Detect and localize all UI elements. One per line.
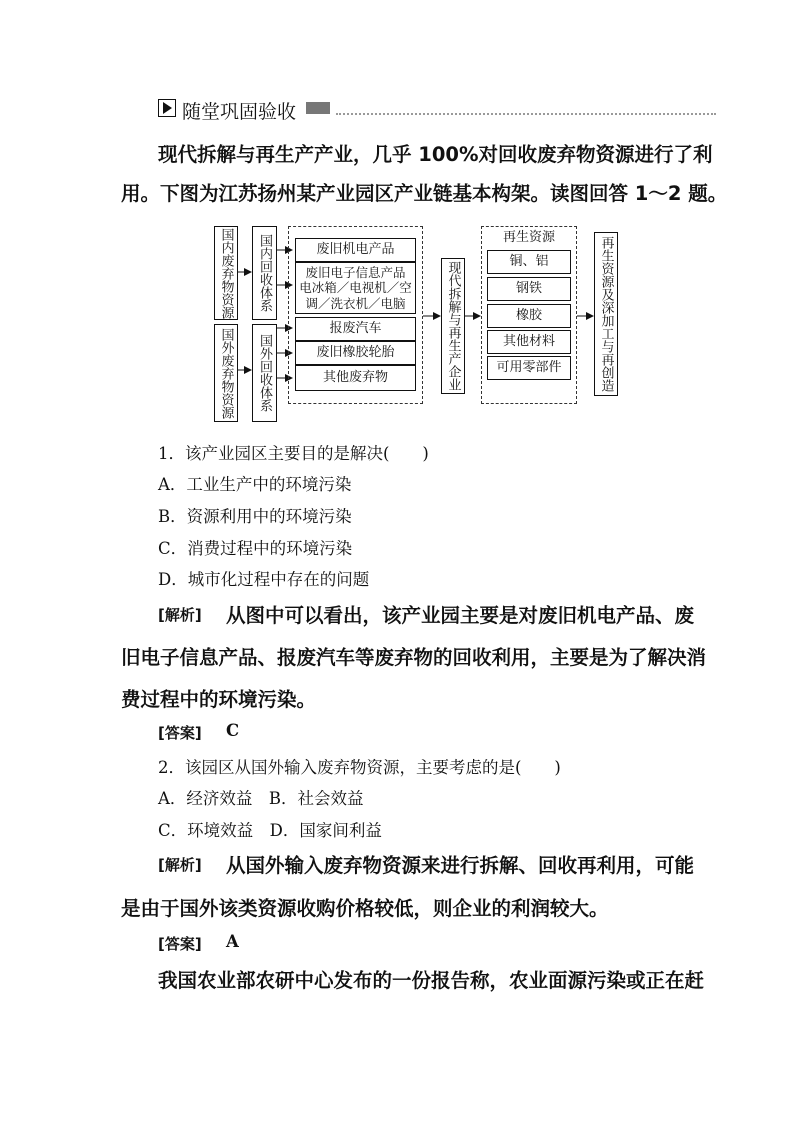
q1-analysis-line-1: 从图中可以看出，该产业园主要是对废旧机电产品、废 bbox=[226, 604, 695, 627]
section-title: 随堂巩固验收 bbox=[182, 101, 297, 123]
intro-line-2: 用。下图为江苏扬州某产业园区产业链基本构架。读图回答 1～2 题。 bbox=[121, 182, 728, 205]
modern-enterprise-box: 现代拆解与再生产企业 bbox=[441, 258, 465, 394]
foreign-source-box: 国外废弃物资源 bbox=[214, 324, 238, 422]
q1-analysis-line-3: 费过程中的环境污染。 bbox=[121, 688, 317, 711]
next-passage-line-1: 我国农业部农研中心发布的一份报告称，农业面源污染或正在赶 bbox=[158, 969, 705, 992]
domestic-recycle-box: 国内回收体系 bbox=[252, 226, 277, 320]
renewable-item: 其他材料 bbox=[487, 330, 571, 354]
waste-electromechanical-box: 废旧机电产品 bbox=[295, 238, 416, 262]
waste-electronic-line-3: 调／洗衣机／电脑 bbox=[305, 295, 406, 311]
q2-options-line-1: A．经济效益 B．社会效益 bbox=[158, 789, 364, 808]
q2-analysis-line-1: 从国外输入废弃物资源来进行拆解、回收再利用，可能 bbox=[226, 854, 695, 877]
renewable-item: 钢铁 bbox=[487, 277, 571, 301]
q1-option: A．工业生产中的环境污染 bbox=[158, 475, 352, 494]
q1-analysis-tag: [解析] bbox=[158, 606, 202, 624]
foreign-recycle-box: 国外回收体系 bbox=[252, 324, 277, 422]
q1-option: C．消费过程中的环境污染 bbox=[158, 539, 353, 558]
renewable-item: 橡胶 bbox=[487, 304, 571, 328]
renewable-title: 再生资源 bbox=[502, 229, 555, 245]
q1-analysis-line-2: 旧电子信息产品、报废汽车等废弃物的回收利用，主要是为了解决消 bbox=[121, 646, 707, 669]
waste-electronic-line-2: 电冰箱／电视机／空 bbox=[299, 280, 412, 296]
q2-analysis-tag: [解析] bbox=[158, 856, 202, 874]
q1-answer-tag: [答案] bbox=[158, 724, 202, 742]
intro-line-1: 现代拆解与再生产产业，几乎 100%对回收废弃物资源进行了利 bbox=[158, 143, 713, 166]
q1-answer: C bbox=[226, 721, 240, 740]
waste-tire-box: 废旧橡胶轮胎 bbox=[295, 341, 416, 365]
domestic-source-box: 国内废弃物资源 bbox=[214, 226, 238, 320]
other-waste-box: 其他废弃物 bbox=[295, 365, 416, 391]
scrapped-car-box: 报废汽车 bbox=[295, 317, 416, 341]
q1-option: B．资源利用中的环境污染 bbox=[158, 507, 352, 526]
final-box: 再生资源及深加工与再创造 bbox=[594, 232, 618, 396]
waste-electronic-line-1: 废旧电子信息产品 bbox=[305, 264, 406, 280]
q2-answer-tag: [答案] bbox=[158, 935, 202, 953]
q2-answer: A bbox=[226, 932, 239, 951]
q2-analysis-line-2: 是由于国外该类资源收购价格较低，则企业的利润较大。 bbox=[121, 897, 609, 920]
q1-stem: 1．该产业园区主要目的是解决( ) bbox=[158, 444, 429, 463]
q2-options-line-2: C．环境效益 D．国家间利益 bbox=[158, 821, 382, 840]
renewable-item: 铜、铝 bbox=[487, 250, 571, 274]
q2-stem: 2．该园区从国外输入废弃物资源，主要考虑的是( ) bbox=[158, 758, 561, 777]
waste-electronic-box bbox=[295, 262, 416, 314]
q1-option: D．城市化过程中存在的问题 bbox=[158, 570, 370, 589]
renewable-item: 可用零部件 bbox=[487, 356, 571, 380]
